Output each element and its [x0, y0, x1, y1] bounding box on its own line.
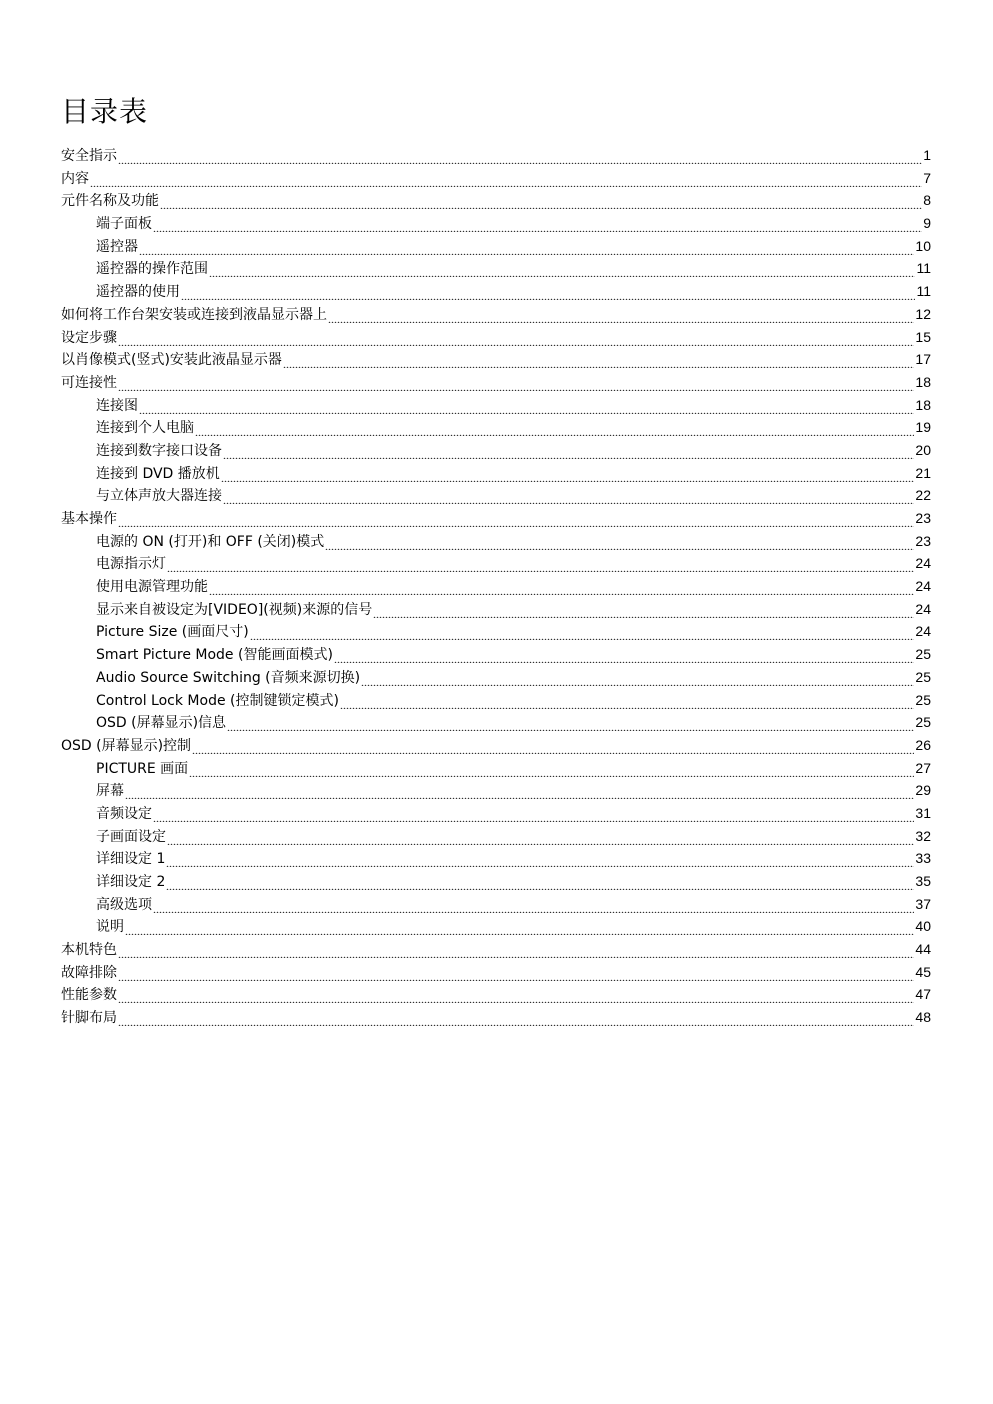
toc-entry[interactable]	[61, 575, 931, 598]
toc-entry-page-number: 23	[915, 510, 931, 526]
toc-entry-page-number: 18	[915, 373, 931, 390]
toc-entry-label: 针脚布局	[61, 1010, 117, 1027]
toc-entry-label: PICTURE 画面	[96, 760, 189, 777]
toc-entry-label: 遥控器的操作范围	[96, 261, 208, 278]
toc-entry-page-number: 25	[915, 714, 931, 731]
toc-entry[interactable]	[61, 552, 931, 575]
toc-entry-page-number: 11	[916, 283, 931, 300]
toc-entry-page-number: 18	[915, 396, 931, 413]
toc-entry[interactable]	[61, 915, 931, 938]
toc-dot-leader	[334, 649, 915, 663]
toc-dot-leader	[166, 853, 914, 867]
toc-entry-page-number: 24	[915, 578, 931, 595]
toc-entry-page-number: 1	[923, 147, 931, 163]
toc-dot-leader	[118, 944, 914, 958]
toc-entry-label: 端子面板	[96, 216, 152, 233]
toc-entry-page-number: 37	[915, 895, 931, 912]
toc-entry-page-number: 25	[915, 646, 931, 663]
toc-dot-leader	[118, 150, 922, 164]
toc-entry[interactable]	[61, 779, 931, 802]
toc-entry-page-number: 25	[915, 668, 931, 685]
toc-dot-leader	[195, 422, 914, 436]
toc-entry-page-number: 21	[915, 464, 931, 481]
toc-entry[interactable]	[61, 893, 931, 916]
toc-entry-page-number: 32	[915, 827, 931, 844]
toc-entry[interactable]	[61, 167, 931, 190]
toc-entry[interactable]	[61, 666, 931, 689]
toc-entry-page-number: 20	[915, 441, 931, 458]
toc-entry-label: 基本操作	[61, 511, 117, 527]
toc-entry[interactable]	[61, 348, 931, 371]
toc-entry[interactable]	[61, 416, 931, 439]
toc-entry-label: 显示来自被设定为[VIDEO](视频)来源的信号	[96, 601, 373, 618]
toc-dot-leader	[167, 558, 914, 572]
toc-entry[interactable]	[61, 620, 931, 643]
toc-entry-page-number: 9	[923, 215, 931, 232]
toc-entry-label: 安全指示	[61, 148, 117, 164]
toc-dot-leader	[139, 241, 914, 255]
toc-entry-label: 连接到 DVD 播放机	[96, 465, 220, 482]
toc-entry[interactable]	[61, 689, 931, 712]
toc-entry-label: 性能参数	[61, 987, 117, 1004]
toc-dot-leader	[328, 309, 914, 323]
toc-dot-leader	[373, 604, 914, 618]
toc-dot-leader	[125, 785, 914, 799]
toc-entry-page-number: 19	[915, 419, 931, 436]
toc-entry-page-number: 33	[915, 850, 931, 867]
toc-entry-page-number: 29	[915, 782, 931, 799]
toc-dot-leader	[223, 445, 914, 459]
toc-dot-leader	[325, 536, 914, 550]
toc-entry-label: 使用电源管理功能	[96, 579, 208, 596]
toc-dot-leader	[139, 400, 914, 414]
toc-entry-page-number: 25	[915, 691, 931, 708]
toc-dot-leader	[209, 263, 915, 277]
toc-entry-page-number: 11	[916, 260, 931, 277]
toc-entry-label: 遥控器	[96, 238, 138, 255]
toc-entry[interactable]	[61, 711, 931, 734]
toc-dot-leader	[118, 513, 914, 527]
toc-entry-label: 设定步骤	[61, 329, 117, 346]
toc-entry-label: 高级选项	[96, 896, 152, 913]
toc-entry-label: 电源指示灯	[96, 556, 166, 573]
toc-dot-leader	[160, 195, 922, 209]
toc-entry-page-number: 12	[915, 305, 931, 322]
toc-entry-page-number: 22	[915, 487, 931, 504]
toc-entry-label: 音频设定	[96, 805, 152, 822]
toc-entry[interactable]	[61, 802, 931, 825]
toc-entry[interactable]	[61, 938, 931, 961]
toc-entry-label: 连接到数字接口设备	[96, 442, 222, 459]
toc-entry-label: Audio Source Switching (音频来源切换)	[96, 669, 361, 686]
toc-entry-page-number: 48	[915, 1009, 931, 1026]
toc-entry-label: Control Lock Mode (控制键锁定模式)	[96, 692, 339, 709]
toc-dot-leader	[283, 354, 914, 368]
toc-dot-leader	[167, 831, 914, 845]
toc-dot-leader	[250, 626, 915, 640]
toc-dot-leader	[209, 581, 914, 595]
toc-entry[interactable]	[61, 1006, 931, 1029]
toc-dot-leader	[125, 921, 914, 935]
toc-dot-leader	[166, 876, 914, 890]
toc-entry[interactable]	[61, 462, 931, 485]
toc-entry[interactable]	[61, 189, 931, 212]
toc-entry[interactable]	[61, 507, 931, 530]
toc-dot-leader	[361, 672, 914, 686]
toc-entry-label: 详细设定 2	[96, 874, 166, 890]
toc-dot-leader	[153, 808, 914, 822]
toc-dot-leader	[181, 286, 915, 300]
toc-entry-page-number: 15	[915, 328, 931, 345]
toc-entry[interactable]	[61, 757, 931, 780]
toc-dot-leader	[153, 218, 922, 232]
toc-entry[interactable]	[61, 303, 931, 326]
toc-entry-label: Smart Picture Mode (智能画面模式)	[96, 647, 333, 664]
toc-entry[interactable]	[61, 484, 931, 507]
toc-entry-label: OSD (屏幕显示)信息	[96, 715, 227, 732]
toc-entry-page-number: 35	[915, 873, 931, 889]
toc-dot-leader	[90, 173, 922, 187]
toc-entry[interactable]	[61, 280, 931, 303]
toc-entry-label: 连接图	[96, 397, 138, 414]
toc-dot-leader	[118, 332, 914, 346]
toc-entry-label: 如何将工作台架安装或连接到液晶显示器上	[61, 306, 327, 323]
toc-dot-leader	[118, 377, 914, 391]
toc-dot-leader	[192, 740, 914, 754]
toc-entry-page-number: 23	[915, 532, 931, 549]
toc-dot-leader	[227, 717, 914, 731]
toc-entry-label: 内容	[61, 170, 89, 187]
toc-entry[interactable]	[61, 983, 931, 1006]
toc-entry-label: OSD (屏幕显示)控制	[61, 737, 192, 754]
toc-entry-label: 遥控器的使用	[96, 284, 180, 301]
toc-page	[61, 90, 931, 1029]
toc-entry-label: 以肖像模式(竖式)安装此液晶显示器	[61, 352, 282, 369]
toc-entry-page-number: 17	[915, 351, 931, 368]
toc-entry-label: 与立体声放大器连接	[96, 488, 222, 505]
toc-entry[interactable]	[61, 825, 931, 848]
toc-entry-page-number: 27	[915, 759, 931, 776]
toc-entry-page-number: 31	[915, 804, 931, 821]
toc-entry-page-number: 26	[915, 736, 931, 753]
toc-dot-leader	[153, 899, 914, 913]
toc-entry-label: 详细设定 1	[96, 851, 166, 868]
toc-entry-label: 故障排除	[61, 964, 117, 981]
toc-entry[interactable]	[61, 870, 931, 893]
toc-entry[interactable]	[61, 235, 931, 258]
toc-entry[interactable]	[61, 144, 931, 167]
toc-dot-leader	[221, 468, 915, 482]
toc-entry-page-number: 10	[915, 237, 931, 254]
toc-entry[interactable]	[61, 394, 931, 417]
toc-entry[interactable]	[61, 530, 931, 553]
toc-entry-page-number: 7	[923, 169, 931, 186]
toc-list	[61, 144, 931, 1029]
toc-entry-page-number: 44	[915, 941, 931, 958]
toc-entry[interactable]	[61, 734, 931, 757]
toc-entry-label: 本机特色	[61, 942, 117, 959]
toc-entry[interactable]	[61, 212, 931, 235]
toc-entry-page-number: 40	[915, 918, 931, 935]
toc-entry-page-number: 24	[915, 623, 931, 640]
toc-dot-leader	[223, 490, 914, 504]
toc-entry-label: 子画面设定	[96, 828, 166, 845]
toc-entry-page-number: 24	[915, 555, 931, 572]
toc-entry-label: 可连接性	[61, 374, 117, 391]
toc-entry-label: 屏幕	[96, 783, 124, 800]
toc-entry[interactable]	[61, 961, 931, 984]
toc-entry-page-number: 8	[923, 192, 931, 209]
toc-entry-label: 元件名称及功能	[61, 193, 159, 210]
toc-dot-leader	[118, 1012, 914, 1026]
toc-entry[interactable]	[61, 643, 931, 666]
toc-entry-label: 说明	[96, 919, 124, 936]
toc-entry-page-number: 45	[915, 963, 931, 980]
toc-entry[interactable]	[61, 326, 931, 349]
toc-entry-label: 连接到个人电脑	[96, 420, 194, 437]
toc-entry[interactable]	[61, 598, 931, 621]
toc-entry[interactable]	[61, 439, 931, 462]
toc-dot-leader	[118, 967, 914, 981]
toc-entry[interactable]	[61, 371, 931, 394]
page-title: 目录表	[61, 95, 149, 128]
toc-entry-label: 电源的 ON (打开)和 OFF (关闭)模式	[96, 533, 325, 550]
toc-dot-leader	[189, 763, 914, 777]
toc-entry[interactable]	[61, 257, 931, 280]
toc-entry-page-number: 24	[915, 600, 931, 617]
toc-entry-page-number: 47	[915, 986, 931, 1003]
toc-dot-leader	[118, 989, 914, 1003]
toc-entry[interactable]	[61, 847, 931, 870]
toc-entry-label: Picture Size (画面尺寸)	[96, 624, 249, 641]
toc-dot-leader	[340, 695, 914, 709]
